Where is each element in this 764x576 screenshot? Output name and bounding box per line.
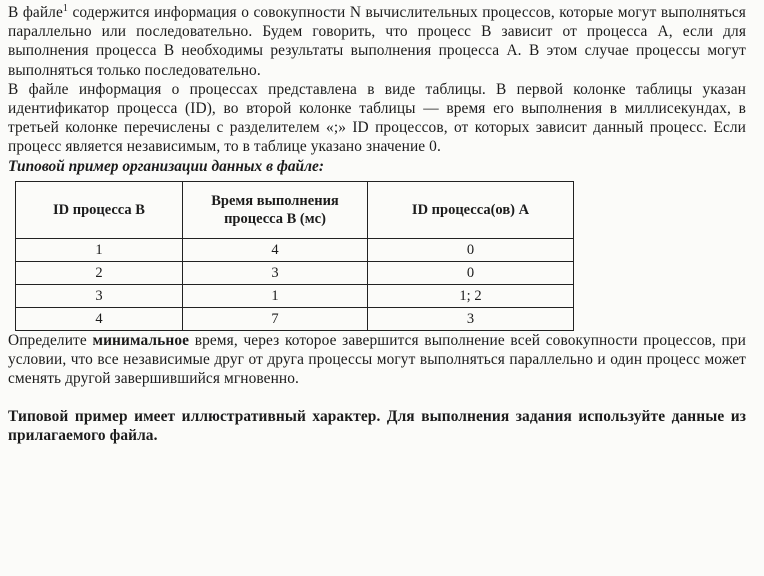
description-paragraph: В файле информация о процессах представлена в виде таблицы. В первой колонке таблицы указан идентификатор процесса (ID), во второй колонке таблицы — время его выполнения в миллисекундах, в третьей колонке перечислены с разделителем «;» ID процессов, от которых зависит данный процесс. Если процесс является независимым, то в таблице указано значение 0.: [8, 80, 746, 156]
note-paragraph: Типовой пример имеет иллюстративный характер. Для выполнения задания используйте данные из прилагаемого файла.: [8, 408, 746, 445]
cell-id: 4: [16, 307, 183, 330]
question-emphasis: минимальное: [92, 331, 190, 349]
header-dependency-ids: ID процесса(ов) A: [368, 181, 574, 238]
header-exec-time: Время выполнения процесса B (мс): [183, 181, 368, 238]
cell-time: 3: [183, 261, 368, 284]
cell-time: 4: [183, 238, 368, 261]
intro-paragraph: [8, 3, 746, 80]
cell-deps: 3: [368, 307, 574, 330]
cell-id: 3: [16, 284, 183, 307]
footnote-marker: 1: [62, 2, 69, 14]
question-paragraph: [8, 331, 746, 389]
intro-start: В файле: [8, 4, 63, 21]
intro-rest: содержится информация о совокупности N вычислительных процессов, которые могут выполняться параллельно или последовательно. Будем говорить, что процесс B зависит от процесса A, если для выполнения процесса B необходимы результаты выполнения процесса A. В этом случае процессы могут выполняться только последовательно.: [8, 4, 746, 79]
cell-deps: 1; 2: [368, 284, 574, 307]
table-row: [16, 284, 574, 307]
question-start: Определите: [8, 331, 93, 349]
cell-id: 2: [16, 261, 183, 284]
cell-deps: 0: [368, 261, 574, 284]
cell-time: 1: [183, 284, 368, 307]
cell-time: 7: [183, 307, 368, 330]
cell-deps: 0: [368, 238, 574, 261]
table-row: [16, 238, 574, 261]
cell-id: 1: [16, 238, 183, 261]
table-row: [16, 307, 574, 330]
table-caption: Типовой пример организации данных в файле:: [8, 157, 324, 175]
spacer: [8, 388, 746, 407]
table-row: [16, 261, 574, 284]
process-table: [15, 181, 574, 331]
question-rest: время, через которое завершится выполнение всей совокупности процессов, при условии, что все независимые друг от друга процессы могут выполняться параллельно и один процесс может сменять другой завершившийся мгновенно.: [8, 331, 746, 388]
header-process-id: ID процесса B: [16, 181, 183, 238]
table-header-row: [16, 181, 574, 238]
